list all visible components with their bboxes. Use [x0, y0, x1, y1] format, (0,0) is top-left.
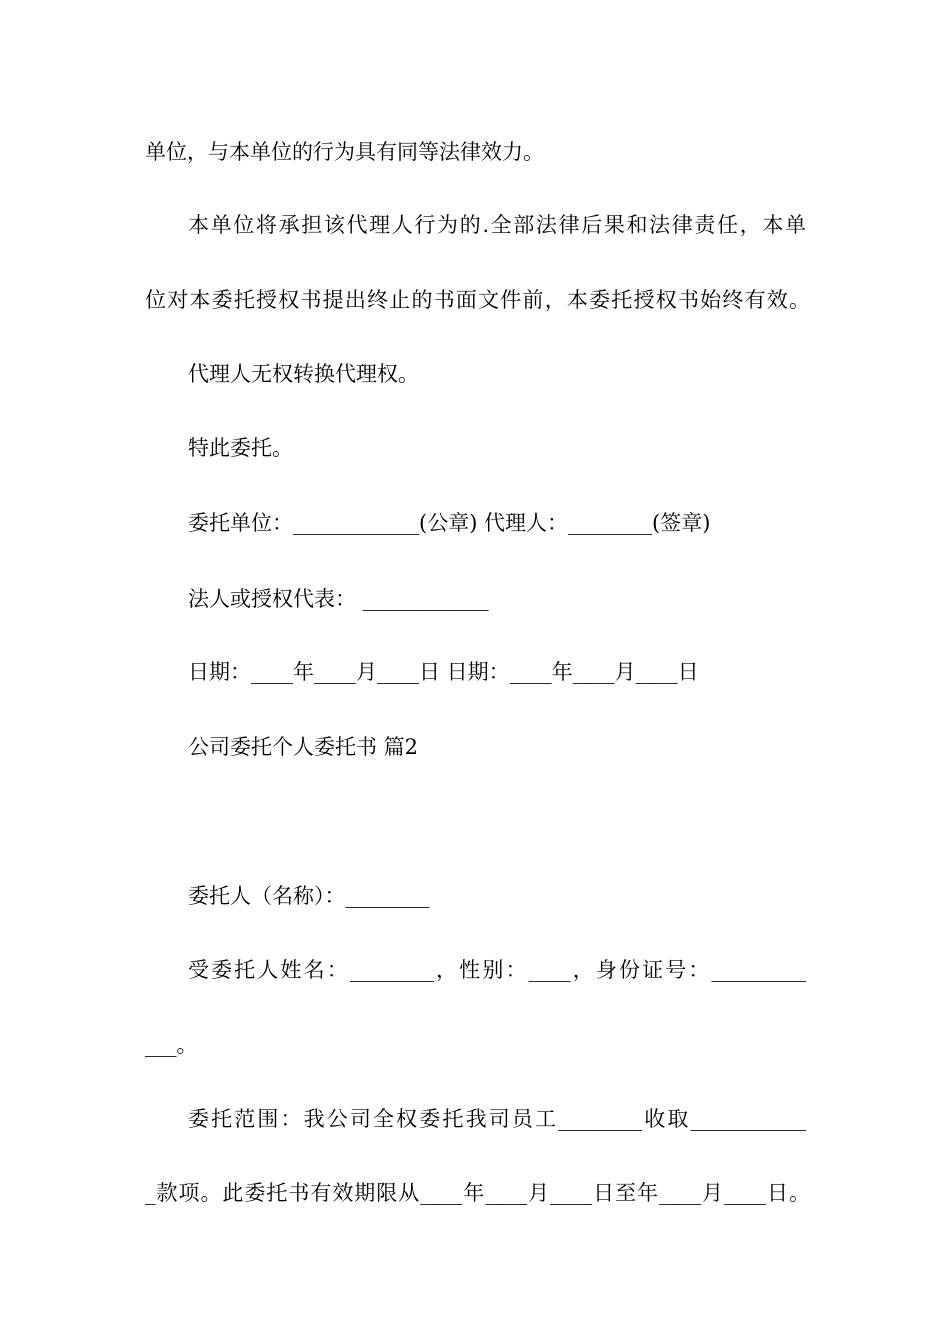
paragraph-line-1: 单位，与本单位的行为具有同等法律效力。	[145, 140, 544, 164]
paragraph-line-2: 本单位将承担该代理人行为的.全部法律后果和法律责任，本单	[188, 213, 806, 237]
paragraph-line-5: 特此委托。	[188, 436, 293, 460]
date-line: 日期：____年____月____日 日期：____年____月____日	[188, 660, 699, 684]
field-agent-info-cont: ___。	[145, 1033, 198, 1057]
signature-line-legal-representative: 法人或授权代表： ____________	[188, 587, 489, 611]
field-agent-info: 受委托人姓名：________，性别：____，身份证号：_________	[188, 958, 806, 982]
field-principal-name: 委托人（名称）：________	[188, 884, 430, 908]
paragraph-line-4: 代理人无权转换代理权。	[188, 362, 419, 386]
field-scope-cont: _款项。此委托书有效期限从____年____月____日至年____月____日。	[145, 1181, 810, 1205]
paragraph-line-3: 位对本委托授权书提出终止的书面文件前，本委托授权书始终有效。	[145, 288, 810, 312]
section-heading: 公司委托个人委托书 篇2	[188, 735, 419, 759]
signature-line-entrusting-unit: 委托单位：____________(公章) 代理人：________(签章)	[188, 511, 711, 535]
field-scope: 委托范围：我公司全权委托我司员工________收取___________	[188, 1107, 806, 1131]
